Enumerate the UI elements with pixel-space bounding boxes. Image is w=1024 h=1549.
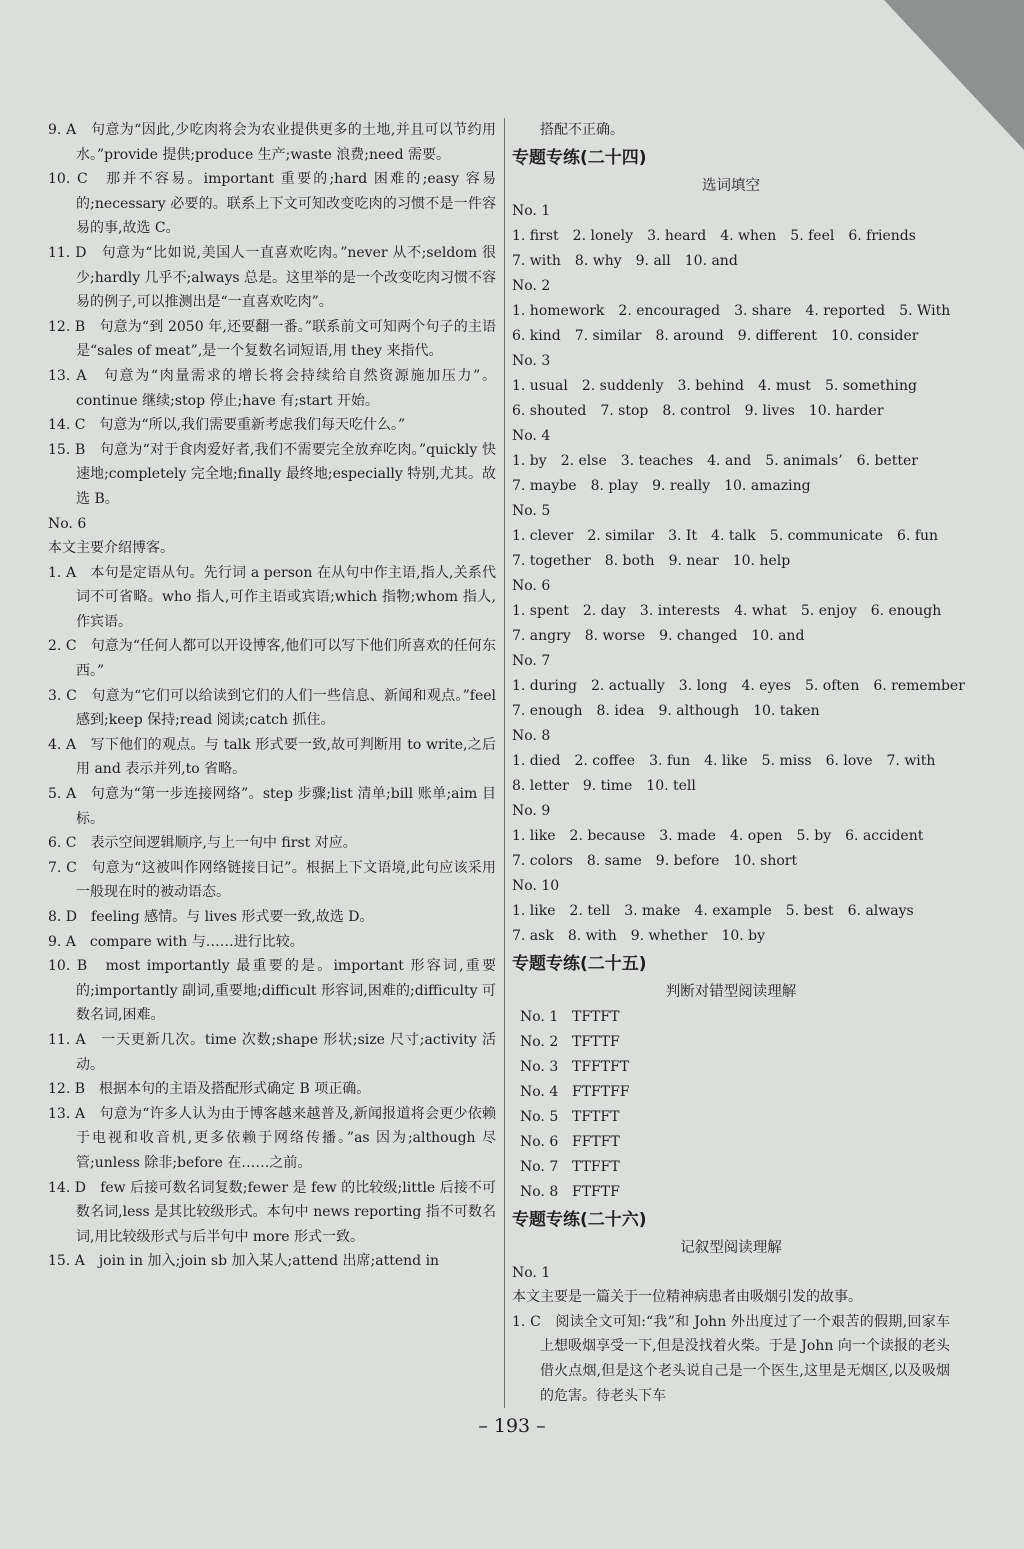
answer-item: 15. A join in 加入;join sb 加入某人;attend 出席;attend in xyxy=(48,1253,440,1270)
group-label: No. 3 xyxy=(512,352,551,369)
tf-answer: TFTFT xyxy=(572,1108,620,1125)
answer-word: 6. fun xyxy=(897,527,939,544)
answer-word: 9. before xyxy=(655,852,720,869)
answer-item: 9. A compare with 与……进行比较。 xyxy=(48,933,304,950)
answer-row xyxy=(512,824,950,849)
answer-word: 8. worse xyxy=(584,627,646,644)
answer-word: 2. encouraged xyxy=(618,302,721,319)
answer-word: 9. time xyxy=(582,777,633,794)
answer-word: 7. enough xyxy=(512,702,583,719)
answer-word: 10. harder xyxy=(808,402,884,419)
answer-item: 12. B 根据本句的主语及搭配形式确定 B 项正确。 xyxy=(48,1081,371,1098)
answer-word: 3. made xyxy=(659,827,716,844)
answer-word: 3. fun xyxy=(649,752,691,769)
answer-row xyxy=(512,399,950,424)
answer-row xyxy=(512,524,950,549)
answer-word: 7. maybe xyxy=(512,477,577,494)
answer-word: 7. ask xyxy=(512,927,554,944)
answer-row xyxy=(512,224,950,249)
answer-word: 4. must xyxy=(758,377,811,394)
answer-word: 8. why xyxy=(574,252,622,269)
tf-answer: TFTTF xyxy=(572,1033,620,1050)
answer-word: 4. example xyxy=(694,902,772,919)
tf-label: No. 6 xyxy=(520,1133,559,1150)
answer-row xyxy=(512,749,950,774)
answer-word: 8. around xyxy=(655,327,724,344)
answer-word: 9. different xyxy=(737,327,817,344)
answer-word: 10. and xyxy=(751,627,805,644)
tf-label: No. 7 xyxy=(520,1158,559,1175)
answer-word: 9. really xyxy=(652,477,711,494)
answer-row xyxy=(512,624,950,649)
answer-row xyxy=(512,374,950,399)
answer-word: 1. by xyxy=(512,452,547,469)
answer-item: 5. A 句意为“第一步连接网络”。step 步骤;list 清单;bill 账单;aim 目标。 xyxy=(48,786,496,827)
answer-word: 7. similar xyxy=(574,327,642,344)
answer-word: 10. tell xyxy=(646,777,696,794)
answer-word: 3. make xyxy=(624,902,681,919)
answer-word: 8. both xyxy=(604,552,655,569)
answer-word: 7. with xyxy=(886,752,936,769)
section-subtitle-25: 判断对错型阅读理解 xyxy=(665,983,797,1000)
tf-answer: FFTFT xyxy=(572,1133,620,1150)
answer-word: 6. always xyxy=(847,902,914,919)
answer-word: 3. interests xyxy=(639,602,721,619)
answer-item: 14. D few 后接可数名词复数;fewer 是 few 的比较级;little 后接不可数名词,less 是其比较级形式。本句中 news reporting 指不可数名词,用比较级形式与后半句中 more 形式一致。 xyxy=(48,1179,496,1245)
answer-item: 7. C 句意为“这被叫作网络链接日记”。根据上下文语境,此句应该采用一般现在时的被动语态。 xyxy=(48,859,496,901)
answer-word: 5. animals’ xyxy=(765,452,843,469)
answer-word: 9. although xyxy=(658,702,740,719)
answer-word: 1. like xyxy=(512,827,556,844)
answer-word: 1. clever xyxy=(512,527,574,544)
answer-row xyxy=(512,549,950,574)
group-label: No. 4 xyxy=(512,427,551,444)
answer-item: 4. A 写下他们的观点。与 talk 形式要一致,故可判断用 to write,之后用 and 表示并列,to 省略。 xyxy=(48,736,496,778)
answer-word: 1. first xyxy=(512,227,559,244)
answer-item: 14. C 句意为“所以,我们需要重新考虑我们每天吃什么。” xyxy=(48,417,406,434)
page-number: – 193 – xyxy=(478,1415,546,1437)
answer-item: 3. C 句意为“它们可以给读到它们的人们一些信息、新闻和观点。”feel 感到;keep 保持;read 阅读;catch 抓住。 xyxy=(48,687,496,729)
section-subtitle-24: 选词填空 xyxy=(702,177,760,194)
answer-word: 8. same xyxy=(586,852,642,869)
tf-answer: FTFTF xyxy=(572,1183,620,1200)
answer-word: 2. actually xyxy=(590,677,665,694)
group-label: No. 10 xyxy=(512,877,560,894)
answer-word: 5. best xyxy=(785,902,834,919)
answer-word: 4. and xyxy=(707,452,752,469)
group-label: No. 1 xyxy=(512,202,551,219)
answer-word: 10. consider xyxy=(830,327,919,344)
section-title-24: 专题专练(二十四) xyxy=(512,147,647,168)
answer-word: 4. when xyxy=(720,227,777,244)
answer-word: 5. by xyxy=(796,827,832,844)
answer-word: 4. like xyxy=(704,752,748,769)
tf-row xyxy=(512,1130,950,1155)
true-false-answers xyxy=(512,1005,950,1205)
answer-word: 3. share xyxy=(734,302,792,319)
answer-word: 2. because xyxy=(569,827,646,844)
answer-word: 10. by xyxy=(721,927,766,944)
answer-word: 5. With xyxy=(899,302,951,319)
answer-word: 3. long xyxy=(678,677,728,694)
answer-word: 5. something xyxy=(824,377,918,394)
tf-label: No. 5 xyxy=(520,1108,559,1125)
answer-word: 6. accident xyxy=(845,827,924,844)
answer-word: 10. taken xyxy=(753,702,820,719)
answer-item: 11. A 一天更新几次。time 次数;shape 形状;size 尺寸;activity 活动。 xyxy=(48,1031,496,1073)
answer-word: 5. miss xyxy=(761,752,812,769)
answer-word: 5. feel xyxy=(790,227,835,244)
answer-item: 9. A 句意为“因此,少吃肉将会为农业提供更多的土地,并且可以节约用水。”provide 提供;produce 生产;waste 浪费;need 需要。 xyxy=(48,122,496,163)
answer-word: 4. reported xyxy=(805,302,886,319)
answer-word: 8. idea xyxy=(596,702,645,719)
group-label: No. 2 xyxy=(512,277,551,294)
answer-word: 7. angry xyxy=(512,627,571,644)
group-label: No. 6 xyxy=(512,577,551,594)
answer-word: 7. stop xyxy=(600,402,649,419)
answer-word: 4. eyes xyxy=(741,677,791,694)
answer-word: 7. together xyxy=(512,552,591,569)
answer-word: 9. changed xyxy=(659,627,738,644)
answer-word: 9. near xyxy=(668,552,719,569)
answer-row xyxy=(512,699,950,724)
answer-word: 2. day xyxy=(582,602,626,619)
answer-word: 10. help xyxy=(732,552,791,569)
answer-word: 2. lonely xyxy=(572,227,634,244)
answer-word: 4. open xyxy=(729,827,783,844)
answer-word: 1. spent xyxy=(512,602,569,619)
answer-item: 2. C 句意为“任何人都可以开设博客,他们可以写下他们所喜欢的任何东西。” xyxy=(48,638,496,680)
answer-word: 3. behind xyxy=(677,377,745,394)
answer-row xyxy=(512,324,950,349)
section-subtitle-26: 记叙型阅读理解 xyxy=(680,1239,782,1256)
tf-row xyxy=(512,1180,950,1205)
answer-word: 1. during xyxy=(512,677,577,694)
answer-item: 10. B most importantly 最重要的是。important 形容词,重要的;importantly 副词,重要地;difficult 形容词,困难的;difficulty 可数名词,困难。 xyxy=(48,958,496,1024)
tf-label: No. 2 xyxy=(520,1033,559,1050)
answer-word: 2. suddenly xyxy=(581,377,664,394)
answer-item: 10. C 那并不容易。important 重要的;hard 困难的;easy 容易的;necessary 必要的。联系上下文可知改变吃肉的习惯不是一件容易的事,故选 C。 xyxy=(48,171,496,237)
group-label: No. 9 xyxy=(512,802,551,819)
answer-word: 5. enjoy xyxy=(800,602,857,619)
answer-word: 8. with xyxy=(567,927,617,944)
answer-word: 4. talk xyxy=(711,527,756,544)
answer-item: 1. C 阅读全文可知:“我”和 John 外出度过了一个艰苦的假期,回家车上想吸烟享受一下,但是没找着火柴。于是 John 向一个读报的老头借火点烟,但是这个老头说自己是一个医生,这里是无烟区,以及吸烟的危害。待老头下车 xyxy=(512,1313,950,1404)
passage-intro: 本文主要介绍博客。 xyxy=(48,540,174,557)
group-label: No. 5 xyxy=(512,502,551,519)
tf-row xyxy=(512,1155,950,1180)
passage-intro: 本文主要是一篇关于一位精神病患者由吸烟引发的故事。 xyxy=(512,1289,862,1306)
answer-word: 6. remember xyxy=(873,677,965,694)
answer-row xyxy=(512,449,950,474)
answer-word: 10. short xyxy=(733,852,798,869)
tf-label: No. 3 xyxy=(520,1058,559,1075)
section-title-26: 专题专练(二十六) xyxy=(512,1209,647,1230)
tf-answer: TFFTFT xyxy=(572,1058,630,1075)
group-label: No. 7 xyxy=(512,652,551,669)
answer-row xyxy=(512,599,950,624)
tf-row xyxy=(512,1030,950,1055)
answer-row xyxy=(512,474,950,499)
answer-word: 1. died xyxy=(512,752,561,769)
answer-word: 4. what xyxy=(734,602,787,619)
answer-word: 8. play xyxy=(590,477,639,494)
answer-item: 13. A 句意为“许多人认为由于博客越来越普及,新闻报道将会更少依赖于电视和收音机,更多依赖于网络传播。”as 因为;although 尽管;unless 除非;before 在……之前。 xyxy=(48,1105,496,1171)
answer-word: 6. love xyxy=(825,752,873,769)
answer-word: 6. enough xyxy=(870,602,942,619)
answer-word: 2. similar xyxy=(587,527,655,544)
answer-item: 6. C 表示空间逻辑顺序,与上一句中 first 对应。 xyxy=(48,835,357,852)
section-title-25: 专题专练(二十五) xyxy=(512,953,647,974)
tf-label: No. 1 xyxy=(520,1008,559,1025)
tf-answer: TFTFT xyxy=(572,1008,620,1025)
answer-word: 5. often xyxy=(804,677,860,694)
answer-word: 5. communicate xyxy=(769,527,884,544)
answer-word: 6. friends xyxy=(848,227,916,244)
column-divider xyxy=(504,118,505,1408)
answer-word: 2. else xyxy=(560,452,607,469)
answer-word: 6. shouted xyxy=(512,402,587,419)
right-column xyxy=(512,118,965,1408)
answer-word: 9. lives xyxy=(744,402,795,419)
tf-row xyxy=(512,1080,950,1105)
answer-item: 12. B 句意为“到 2050 年,还要翻一番。”联系前文可知两个句子的主语是“sales of meat”,是一个复数名词短语,用 they 来指代。 xyxy=(48,318,496,360)
tf-row xyxy=(512,1105,950,1130)
answer-word: 3. heard xyxy=(647,227,707,244)
answer-word: 2. tell xyxy=(569,902,611,919)
tf-answer: FTFTFF xyxy=(572,1083,630,1100)
answer-word: 7. colors xyxy=(512,852,573,869)
tf-row xyxy=(512,1005,950,1030)
passage-label: No. 6 xyxy=(48,515,87,532)
group-label: No. 8 xyxy=(512,727,551,744)
word-fill-answers xyxy=(512,199,965,949)
continued-text: 搭配不正确。 xyxy=(540,122,624,138)
answer-item: 13. A 句意为“肉量需求的增长将会持续给自然资源施加压力”。continue 继续;stop 停止;have 有;start 开始。 xyxy=(48,367,496,409)
answer-word: 1. like xyxy=(512,902,556,919)
answer-item: 1. A 本句是定语从句。先行词 a person 在从句中作主语,指人,关系代词不可省略。who 指人,可作主语或宾语;which 指物;whom 指人,作宾语。 xyxy=(48,564,496,630)
passage-label: No. 1 xyxy=(512,1264,551,1281)
tf-label: No. 8 xyxy=(520,1183,559,1200)
answer-row xyxy=(512,674,965,699)
answer-row xyxy=(512,774,950,799)
tf-row xyxy=(512,1055,950,1080)
answer-row xyxy=(512,924,950,949)
answer-word: 2. coffee xyxy=(574,752,636,769)
answer-row xyxy=(512,249,950,274)
answer-word: 8. control xyxy=(662,402,731,419)
answer-word: 3. It xyxy=(668,527,698,544)
answer-word: 9. all xyxy=(635,252,671,269)
answer-word: 3. teaches xyxy=(620,452,694,469)
answer-word: 1. homework xyxy=(512,302,605,319)
answer-word: 8. letter xyxy=(512,777,569,794)
answer-word: 1. usual xyxy=(512,377,568,394)
answer-word: 7. with xyxy=(512,252,561,269)
left-column xyxy=(48,118,496,1274)
answer-row xyxy=(512,899,950,924)
answer-word: 6. kind xyxy=(512,327,561,344)
answer-item: 11. D 句意为“比如说,美国人一直喜欢吃肉。”never 从不;seldom 很少;hardly 几乎不;always 总是。这里举的是一个改变吃肉习惯不容易的例子,可以推测出是“一直喜欢吃肉”。 xyxy=(48,244,496,311)
answer-word: 10. amazing xyxy=(724,477,811,494)
answer-item: 8. D feeling 感情。与 lives 形式要一致,故选 D。 xyxy=(48,909,374,925)
answer-item: 15. B 句意为“对于食肉爱好者,我们不需要完全放弃吃肉。”quickly 快速地;completely 完全地;finally 最终地;especially 特别,尤其。故选 B。 xyxy=(48,441,496,507)
answer-word: 10. and xyxy=(684,252,738,269)
answer-row xyxy=(512,849,950,874)
answer-word: 9. whether xyxy=(630,927,708,944)
tf-answer: TTFFT xyxy=(572,1158,620,1175)
answer-word: 6. better xyxy=(856,452,918,469)
answer-row xyxy=(512,299,950,324)
tf-label: No. 4 xyxy=(520,1083,559,1100)
